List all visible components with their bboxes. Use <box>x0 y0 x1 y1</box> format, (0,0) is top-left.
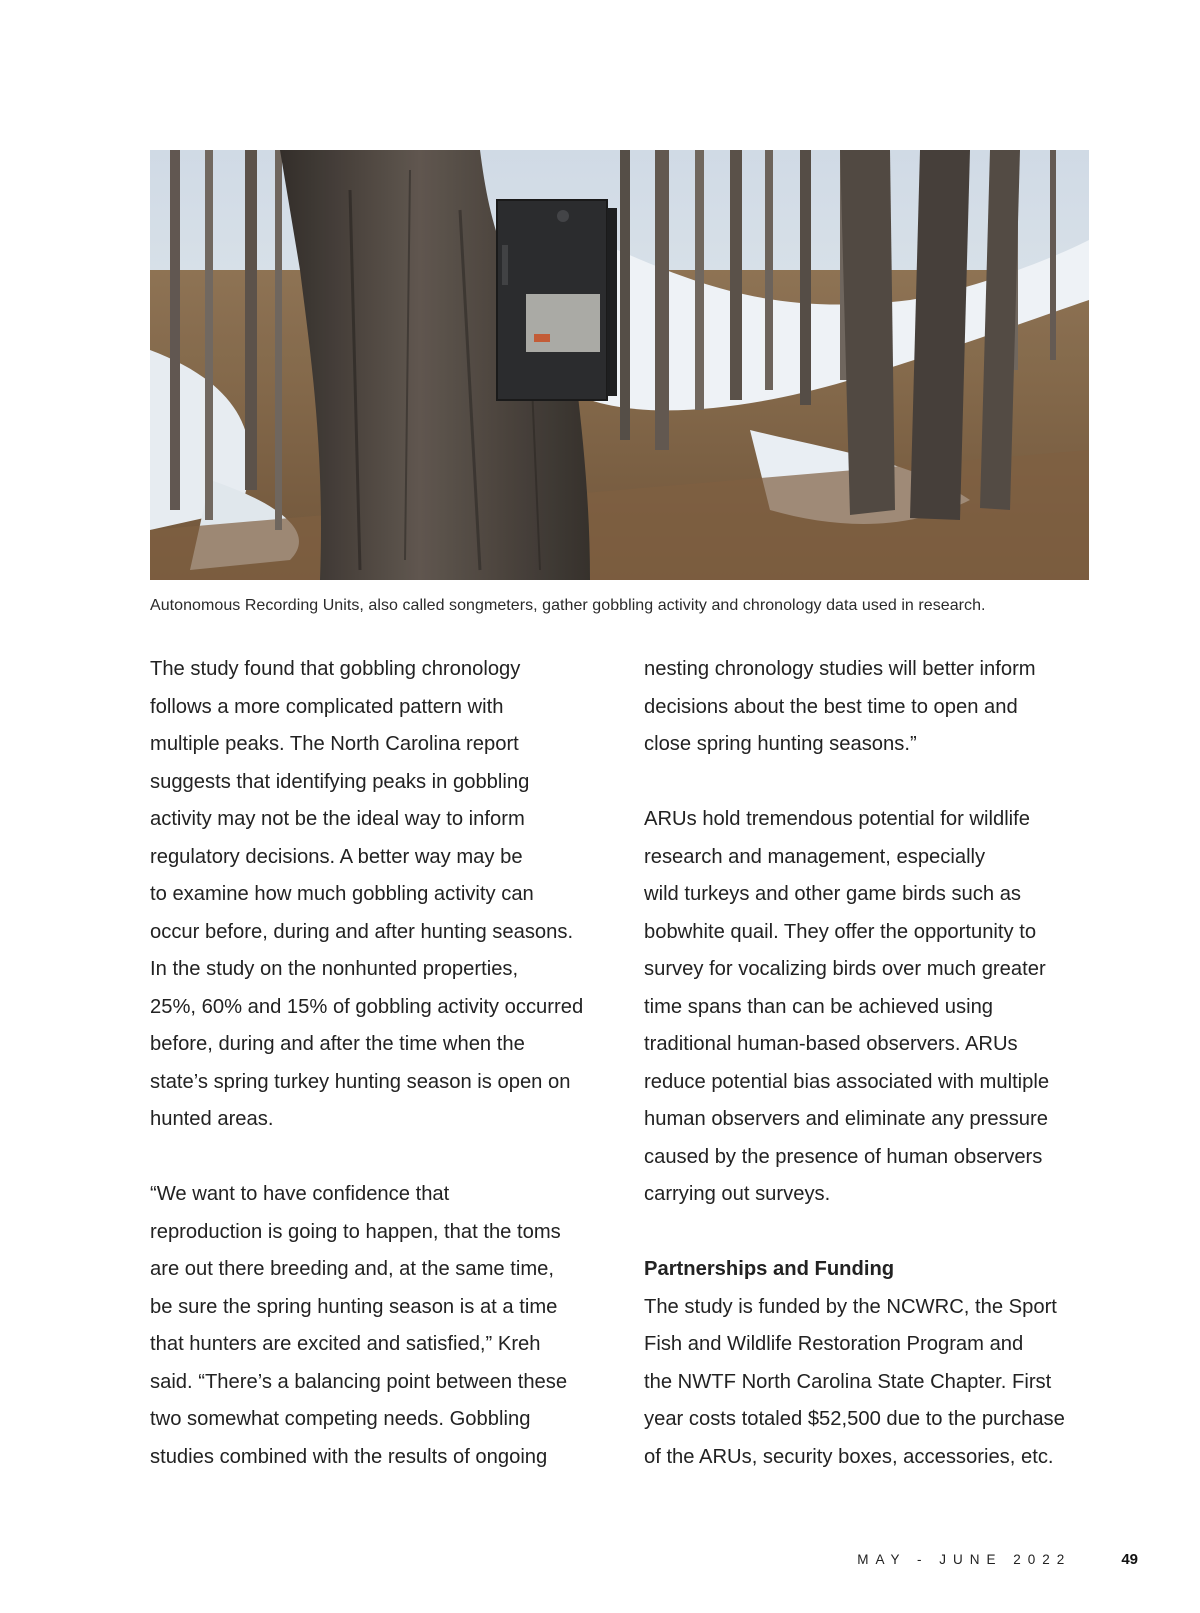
section-heading: Partnerships and Funding <box>644 1258 895 1280</box>
forest-scene-illustration <box>150 150 1089 580</box>
paragraph: “We want to have confidence that reproduction is going to happen, that the toms are out there breeding and, at the same time, be sure the spring hunting season is at a time that hunters are excited and satisfied,” Kreh said. “There’s a balancing point between these two somewhat competing needs. Gobbling studies combined with the results of ongoing <box>150 1183 568 1468</box>
page-footer <box>857 1551 1138 1568</box>
page-number: 49 <box>1121 1551 1138 1568</box>
forest-photo <box>150 150 1089 580</box>
right-column <box>644 651 1099 1476</box>
paragraph: ARUs hold tremendous potential for wildlife research and management, especially wild turkeys and other game birds such as bobwhite quail. They offer the opportunity to survey for vocalizing birds over much greater time spans than can be achieved using traditional human-based observers. ARUs reduce potential bias associated with multiple human observers and eliminate any pressure caused by the presence of human observers carrying out surveys. <box>644 808 1050 1205</box>
photo-caption: Autonomous Recording Units, also called songmeters, gather gobbling activity and chronology data used in research. <box>150 597 986 614</box>
paragraph: The study is funded by the NCWRC, the Sport Fish and Wildlife Restoration Program and the NWTF North Carolina State Chapter. First year costs totaled $52,500 due to the purchase of the ARUs, security boxes, accessories, etc. <box>644 1295 1065 1468</box>
paragraph: The study found that gobbling chronology follows a more complicated pattern with multiple peaks. The North Carolina report suggests that identifying peaks in gobbling activity may not be the ideal way to inform regulatory decisions. A better way may be to examine how much gobbling activity can occur before, during and after hunting seasons. In the study on the nonhunted properties, 25%, 60% and 15% of gobbling activity occurred before, during and after the time when the state’s spring turkey hunting season is open on hunted areas. <box>150 658 584 1130</box>
paragraph: nesting chronology studies will better inform decisions about the best time to open and close spring hunting seasons.” <box>644 658 1036 755</box>
left-column <box>150 651 605 1476</box>
issue-date: MAY - JUNE 2022 <box>857 1552 1072 1567</box>
